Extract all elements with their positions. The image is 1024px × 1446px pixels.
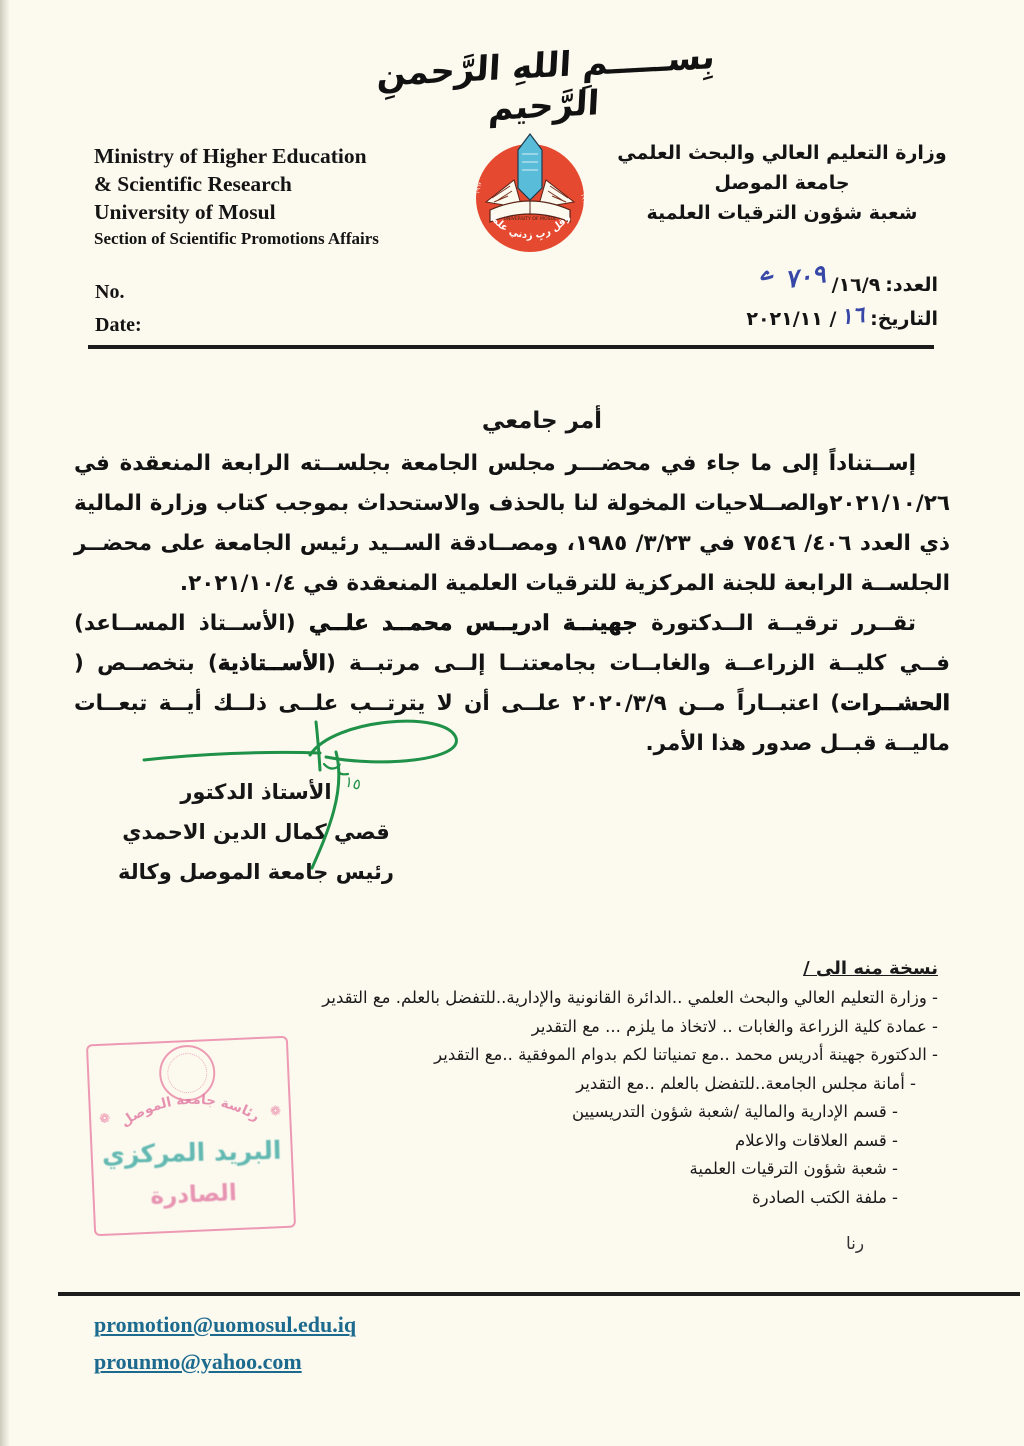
footer-divider [58,1292,1020,1296]
yahoo-email-link[interactable]: prounmo@yahoo.com [94,1349,302,1374]
logo-year-right: ١٩٦٧ [579,193,588,206]
signature-date-mark: ١٥ [343,772,364,794]
specialty: الحشــرات [840,691,951,716]
date-day-handwritten: ١٦ [839,302,867,331]
promoted-doctor-name: جهينــة ادريــس محمــد علــي [308,611,638,636]
svg-text:رئاسة جامعة الموصل [117,1089,263,1131]
cc-item: - شعبة شؤون الترقيات العلمية [689,1159,898,1178]
stamp-flower-icon: ❁ [269,1104,282,1120]
date-label: Date: [95,314,142,336]
cc-item: - الدكتورة جهينة أدريس محمد ..مع تمنياتنا لكم بدوام الموفقية ..مع التقدير [434,1045,938,1064]
outgoing-mail-stamp [86,1036,296,1237]
signatory-name: قصي كمال الدين الاحمدي [122,820,390,844]
order-title: أمر جامعي [481,408,603,434]
order-body [74,444,950,764]
date-printed: ٢٠٢١/١١ / [746,308,837,330]
university-of-mosul-logo [470,130,590,254]
reference-block-arabic [746,259,938,336]
cc-header: نسخة منه الى / [803,958,938,979]
cc-item: - عمادة كلية الزراعة والغابات .. لاتخاذ ما يلزم ... مع التقدير [531,1016,938,1036]
stamp-arc-text: رئاسة جامعة الموصل [117,1091,263,1131]
signatory-block [98,772,414,892]
stamp-outgoing-text: الصادرة [149,1180,238,1210]
body-paragraph-2 [74,604,950,764]
cc-item: - أمانة مجلس الجامعة..للتفضل بالعلم ..مع التقدير [576,1073,916,1093]
copy-distribution-list [198,954,938,1212]
logo-caption: UNIVERSITY OF MOSUL [503,217,557,222]
cc-item: - وزارة التعليم العالي والبحث العلمي ..الدائرة القانونية والإدارية..للتفضل بالعلم. مع التقدير [322,988,938,1007]
body-paragraph-1: إســتناداً إلى ما جاء في محضـــر مجلس الجامعة بجلســته الرابعة المنعقدة في ٢٠٢١/١٠/٢٦والصــلاحيات المخولة لنا بالحذف والاستحداث بموجب كتاب وزارة المالية ذي العدد ٤٠٦/ ٧٥٤٦ في ٣/٢٣/ ١٩٨٥، ومصــادقة الســيد رئيس الجامعة على محضــر الجلســة الرابعة للجنة المركزية للترقيات العلمية المنعقدة في ٢٠٢١/١٠/٤. [74,451,951,596]
no-label: No. [95,281,125,303]
letterhead-english [94,142,464,252]
typist-note: رنا [846,1234,865,1254]
letterhead-en-section-line: Section of Scientific Promotions Affairs [94,229,379,248]
letterhead-ar-line: وزارة التعليم العالي والبحث العلمي [617,142,947,164]
signatory-title: الأستاذ الدكتور [180,780,332,804]
logo-motto: وقل ربِ زدني علما [487,212,573,242]
number-label: العدد: [885,274,938,296]
signatory-position: رئيس جامعة الموصل وكالة [118,860,394,884]
header-divider [88,345,934,349]
cc-item: - قسم العلاقات والاعلام [734,1130,898,1150]
logo-minaret [518,134,542,200]
letterhead-ar-line: شعبة شؤون الترقيات العلمية [646,202,918,224]
letterhead-arabic [614,138,950,228]
promotion-email-link[interactable]: promotion@uomosul.edu.iq [94,1312,357,1337]
p2-text: تقــرر ترقيــة الــدكتورة [637,611,916,636]
p2-text: ) اعتبــاراً مــن ٢٠٢٠/٣/٩ علــى أن لا يترتــب علــى ذلــك أيــة تبعــات ماليــة قبــل صدور هذا الأمر. [74,691,950,756]
cc-item: - قسم الإدارية والمالية /شعبة شؤون التدريسيين [572,1102,898,1121]
letterhead-en-line: & Scientific Research [94,172,292,196]
reference-number-row [746,259,938,302]
cc-item: - ملفة الكتب الصادرة [752,1187,898,1207]
footer-contact [94,1306,356,1380]
reference-block-english [95,276,142,342]
reference-date-row [746,302,938,336]
number-printed: /١٦/٩ [831,274,881,296]
letterhead-en-line: University of Mosul [94,200,276,224]
letterhead-ar-line: جامعة الموصل [714,172,850,194]
bismillah-calligraphy: بِســـــمِ اللهِ الرَّحمنِ الرَّحيم [376,36,716,130]
number-handwritten: ٧٠٩ [783,259,828,295]
handwritten-flourish: ے [756,259,776,287]
letterhead-en-line: Ministry of Higher Education [94,144,367,168]
stamp-central-mail-text: البريد المركزي [101,1135,282,1170]
stamp-flower-icon: ❁ [98,1111,111,1127]
p2-text: (الأســتاذ المســاعد) فــي كليــة الزراعــة والغابــات بجامعتنــا إلــى مرتبــة ( [74,611,950,676]
p2-text: ) بتخصــص ( [74,651,218,676]
date-label-arabic: التاريخ: [870,308,938,330]
new-rank: الأســتاذية [217,651,326,676]
logo-year-left: ١٩٦٧ [475,181,484,195]
